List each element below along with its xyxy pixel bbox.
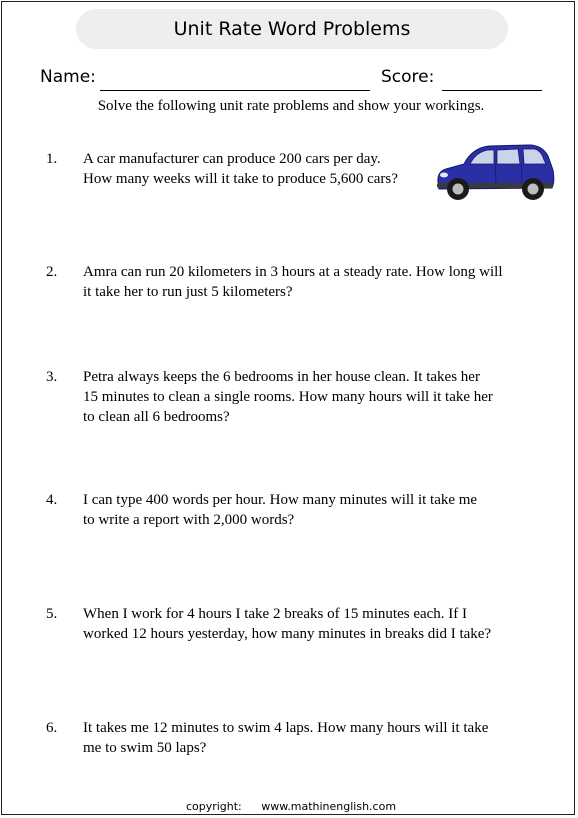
question-number: 3. bbox=[46, 369, 58, 385]
question-text: A car manufacturer can produce 200 cars per day. How many weeks will it take to produce 5,600 cars? bbox=[83, 151, 398, 187]
instructions: Solve the following unit rate problems and show your workings. bbox=[97, 98, 485, 114]
question-number: 4. bbox=[46, 492, 58, 508]
name-label: Name: bbox=[40, 67, 96, 87]
copyright-label: copyright: bbox=[185, 800, 242, 813]
question-number: 5. bbox=[46, 606, 58, 622]
worksheet-title: Unit Rate Word Problems bbox=[76, 9, 508, 49]
question-text: I can type 400 words per hour. How many minutes will it take me to write a report with 2,000 words? bbox=[83, 492, 478, 528]
copyright-footer bbox=[2, 800, 578, 813]
name-line bbox=[100, 90, 370, 91]
question-number: 6. bbox=[46, 720, 58, 736]
worksheet bbox=[1, 1, 575, 815]
question-text: Petra always keeps the 6 bedrooms in her house clean. It takes her 15 minutes to clean a single rooms. How many hours will it take her to clean all 6 bedrooms? bbox=[83, 369, 493, 425]
score-line bbox=[442, 90, 542, 91]
website-link[interactable]: www.mathinenglish.com bbox=[261, 800, 397, 813]
score-label: Score: bbox=[381, 67, 435, 87]
question-text: Amra can run 20 kilometers in 3 hours at a steady rate. How long will it take her to run just 5 kilometers? bbox=[83, 264, 503, 300]
question-number: 1. bbox=[46, 151, 58, 167]
car-icon bbox=[434, 142, 556, 204]
question-text: It takes me 12 minutes to swim 4 laps. How many hours will it take me to swim 50 laps? bbox=[83, 720, 489, 756]
question-text: When I work for 4 hours I take 2 breaks of 15 minutes each. If I worked 12 hours yesterday, how many minutes in breaks did I take? bbox=[83, 606, 492, 642]
question-number: 2. bbox=[46, 264, 58, 280]
